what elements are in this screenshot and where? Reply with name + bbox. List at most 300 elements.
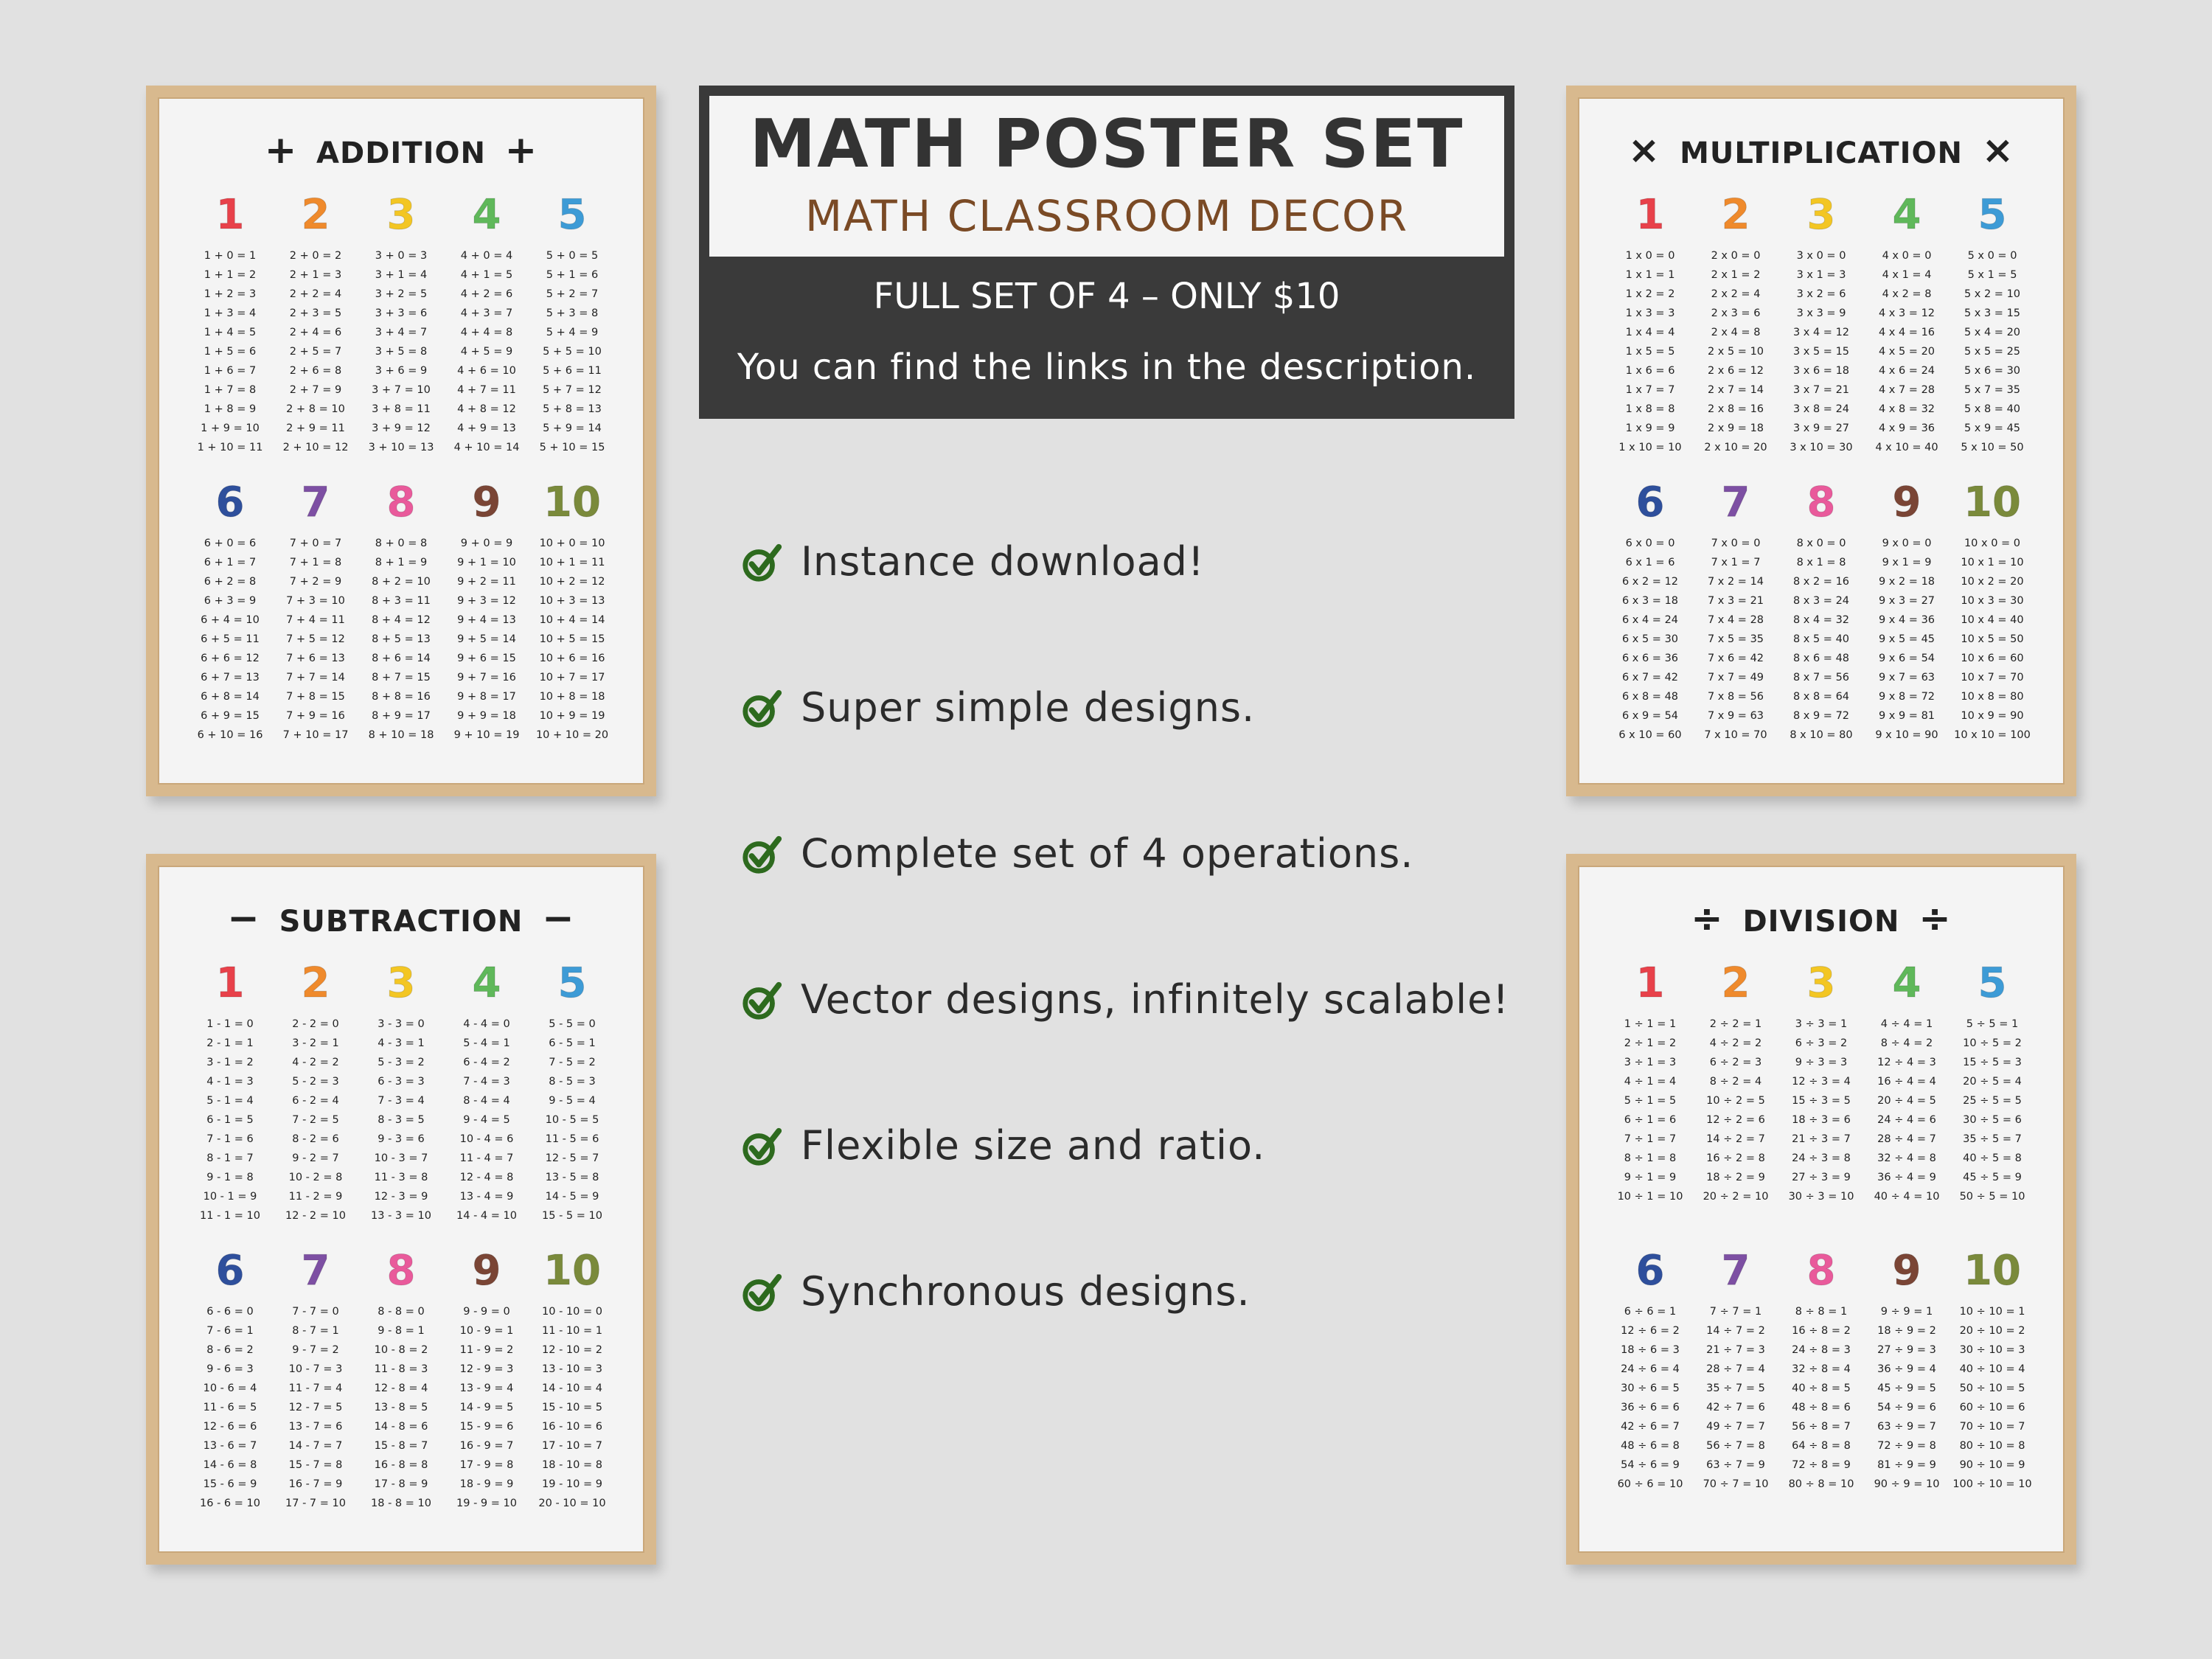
- fact-column: [531, 1249, 613, 1513]
- math-fact: 2 + 3 = 5: [289, 307, 342, 319]
- math-fact: 8 - 5 = 3: [549, 1076, 596, 1088]
- math-fact: 4 + 8 = 12: [457, 403, 516, 415]
- math-fact: 35 ÷ 7 = 5: [1706, 1382, 1765, 1394]
- math-fact: 4 x 1 = 4: [1882, 269, 1932, 281]
- math-fact: 16 - 10 = 6: [542, 1421, 602, 1433]
- feature-label: Vector designs, infinitely scalable!: [801, 976, 1509, 1023]
- math-fact: 7 x 7 = 49: [1707, 672, 1764, 684]
- math-fact: 5 x 10 = 50: [1961, 442, 2024, 453]
- math-fact: 6 x 2 = 12: [1621, 576, 1679, 588]
- math-fact: 2 + 7 = 9: [289, 384, 342, 396]
- math-fact: 8 + 5 = 13: [372, 633, 431, 645]
- math-fact: 10 x 0 = 0: [1964, 538, 2021, 549]
- math-fact: 8 - 7 = 1: [292, 1325, 339, 1337]
- math-fact: 11 - 6 = 5: [203, 1402, 257, 1413]
- math-fact: 10 x 10 = 100: [1954, 729, 2031, 741]
- math-fact: 14 - 9 = 5: [459, 1402, 514, 1413]
- fact-list: [445, 246, 528, 457]
- banner-title: MATH POSTER SET: [749, 105, 1464, 183]
- math-fact: 90 ÷ 10 = 9: [1959, 1459, 2025, 1471]
- fact-list: [189, 534, 271, 745]
- math-fact: 80 ÷ 10 = 8: [1959, 1440, 2025, 1452]
- math-fact: 5 - 4 = 1: [463, 1037, 510, 1049]
- number-row: [189, 481, 613, 745]
- banner-title-panel: [709, 96, 1504, 257]
- math-fact: 8 + 6 = 14: [372, 653, 431, 664]
- math-fact: 1 + 2 = 3: [204, 288, 257, 300]
- math-fact: 5 + 4 = 9: [546, 327, 599, 338]
- math-fact: 2 x 1 = 2: [1711, 269, 1761, 281]
- math-fact: 4 + 5 = 9: [460, 346, 513, 358]
- math-fact: 6 + 5 = 11: [201, 633, 260, 645]
- math-fact: 10 - 3 = 7: [374, 1152, 428, 1164]
- math-fact: 6 ÷ 3 = 2: [1795, 1037, 1848, 1049]
- math-fact: 9 + 10 = 19: [453, 729, 520, 741]
- math-fact: 10 ÷ 5 = 2: [1963, 1037, 2022, 1049]
- math-fact: 6 - 2 = 4: [292, 1095, 339, 1107]
- fact-column: [274, 481, 357, 745]
- math-fact: 6 + 7 = 13: [201, 672, 260, 684]
- math-fact: 9 + 6 = 15: [457, 653, 516, 664]
- math-fact: 9 x 9 = 81: [1878, 710, 1935, 722]
- math-fact: 9 x 4 = 36: [1878, 614, 1935, 626]
- math-fact: 7 x 4 = 28: [1707, 614, 1764, 626]
- math-fact: 3 x 6 = 18: [1792, 365, 1850, 377]
- math-fact: 9 - 2 = 7: [292, 1152, 339, 1164]
- math-fact: 1 x 0 = 0: [1625, 250, 1675, 262]
- math-fact: 48 ÷ 8 = 6: [1792, 1402, 1851, 1413]
- math-fact: 12 - 6 = 6: [203, 1421, 257, 1433]
- math-fact: 2 + 1 = 3: [289, 269, 342, 281]
- math-fact: 1 + 3 = 4: [204, 307, 257, 319]
- big-number: 5: [557, 191, 587, 239]
- fact-list: [274, 1015, 357, 1225]
- math-fact: 8 x 6 = 48: [1792, 653, 1850, 664]
- math-fact: 48 ÷ 6 = 8: [1621, 1440, 1680, 1452]
- math-fact: 11 - 10 = 1: [542, 1325, 602, 1337]
- math-fact: 11 - 4 = 7: [459, 1152, 514, 1164]
- big-number: 9: [472, 479, 501, 526]
- math-fact: 20 ÷ 5 = 4: [1963, 1076, 2022, 1088]
- operation-symbol-icon: ×: [1981, 128, 2015, 173]
- fact-list: [274, 246, 357, 457]
- fact-list: [1609, 1015, 1691, 1206]
- math-fact: 6 x 1 = 6: [1625, 557, 1675, 568]
- fact-column: [1609, 961, 1691, 1206]
- math-fact: 9 - 4 = 5: [463, 1114, 510, 1126]
- math-fact: 9 + 8 = 17: [457, 691, 516, 703]
- math-fact: 10 - 9 = 1: [459, 1325, 514, 1337]
- poster-multiplication: [1566, 86, 2076, 796]
- math-fact: 9 + 9 = 18: [457, 710, 516, 722]
- math-fact: 3 ÷ 1 = 3: [1624, 1057, 1677, 1068]
- math-fact: 5 x 9 = 45: [1964, 422, 2021, 434]
- math-fact: 45 ÷ 9 = 5: [1877, 1382, 1936, 1394]
- math-fact: 72 ÷ 8 = 9: [1792, 1459, 1851, 1471]
- fact-list: [1780, 246, 1863, 457]
- big-number: 3: [386, 959, 416, 1007]
- math-fact: 7 x 9 = 63: [1707, 710, 1764, 722]
- math-fact: 5 - 1 = 4: [206, 1095, 254, 1107]
- math-fact: 9 + 4 = 13: [457, 614, 516, 626]
- math-fact: 7 - 1 = 6: [206, 1133, 254, 1145]
- feature-item: [740, 1122, 1509, 1268]
- math-fact: 60 ÷ 6 = 10: [1617, 1478, 1683, 1490]
- math-fact: 8 + 1 = 9: [375, 557, 428, 568]
- math-fact: 9 x 10 = 90: [1875, 729, 1938, 741]
- math-fact: 10 + 1 = 11: [539, 557, 605, 568]
- feature-label: Flexible size and ratio.: [801, 1122, 1266, 1169]
- math-fact: 45 ÷ 5 = 9: [1963, 1172, 2022, 1183]
- big-number: 6: [215, 479, 245, 526]
- math-fact: 12 - 3 = 9: [374, 1191, 428, 1203]
- math-fact: 3 + 0 = 3: [375, 250, 428, 262]
- math-fact: 28 ÷ 4 = 7: [1877, 1133, 1936, 1145]
- big-number: 10: [543, 479, 601, 526]
- math-fact: 63 ÷ 7 = 9: [1706, 1459, 1765, 1471]
- math-fact: 10 + 10 = 20: [535, 729, 609, 741]
- math-fact: 4 + 1 = 5: [460, 269, 513, 281]
- math-fact: 24 ÷ 8 = 3: [1792, 1344, 1851, 1356]
- math-fact: 4 + 9 = 13: [457, 422, 516, 434]
- math-fact: 90 ÷ 9 = 10: [1874, 1478, 1940, 1490]
- math-fact: 5 ÷ 1 = 5: [1624, 1095, 1677, 1107]
- math-fact: 15 - 9 = 6: [459, 1421, 514, 1433]
- fact-list: [189, 246, 271, 457]
- title-banner: [699, 86, 1514, 419]
- math-fact: 10 x 4 = 40: [1961, 614, 2024, 626]
- math-fact: 2 + 9 = 11: [286, 422, 345, 434]
- fact-column: [1609, 193, 1691, 457]
- math-fact: 3 - 1 = 2: [206, 1057, 254, 1068]
- math-fact: 13 - 7 = 6: [288, 1421, 343, 1433]
- math-fact: 5 - 5 = 0: [549, 1018, 596, 1030]
- poster-title: [158, 128, 644, 173]
- math-fact: 3 x 1 = 3: [1796, 269, 1846, 281]
- math-fact: 4 + 0 = 4: [460, 250, 513, 262]
- math-fact: 72 ÷ 9 = 8: [1877, 1440, 1936, 1452]
- feature-list: [740, 538, 1509, 1414]
- math-fact: 30 ÷ 10 = 3: [1959, 1344, 2025, 1356]
- math-fact: 6 + 1 = 7: [204, 557, 257, 568]
- math-fact: 3 x 5 = 15: [1792, 346, 1850, 358]
- math-fact: 100 ÷ 10 = 10: [1952, 1478, 2032, 1490]
- math-fact: 6 x 4 = 24: [1621, 614, 1679, 626]
- math-fact: 8 ÷ 1 = 8: [1624, 1152, 1677, 1164]
- poster-title-text: MULTIPLICATION: [1680, 136, 1963, 170]
- math-fact: 1 + 1 = 2: [204, 269, 257, 281]
- math-fact: 5 x 5 = 25: [1964, 346, 2021, 358]
- math-fact: 14 - 10 = 4: [542, 1382, 602, 1394]
- math-fact: 21 ÷ 7 = 3: [1706, 1344, 1765, 1356]
- fact-list: [1951, 246, 2034, 457]
- operation-symbol-icon: +: [504, 128, 538, 173]
- math-fact: 8 x 0 = 0: [1796, 538, 1846, 549]
- fact-list: [274, 1302, 357, 1513]
- big-number: 7: [1721, 1247, 1750, 1295]
- math-fact: 8 + 4 = 12: [372, 614, 431, 626]
- fact-list: [1694, 1302, 1777, 1494]
- math-fact: 9 - 7 = 2: [292, 1344, 339, 1356]
- math-fact: 10 ÷ 10 = 1: [1959, 1306, 2025, 1318]
- math-fact: 4 + 4 = 8: [460, 327, 513, 338]
- math-fact: 17 - 8 = 9: [374, 1478, 428, 1490]
- fact-list: [1780, 1015, 1863, 1206]
- math-fact: 9 ÷ 1 = 9: [1624, 1172, 1677, 1183]
- math-fact: 4 x 2 = 8: [1882, 288, 1932, 300]
- math-fact: 4 x 5 = 20: [1878, 346, 1935, 358]
- math-fact: 17 - 10 = 7: [542, 1440, 602, 1452]
- math-fact: 80 ÷ 8 = 10: [1788, 1478, 1854, 1490]
- math-fact: 10 - 5 = 5: [545, 1114, 599, 1126]
- poster-title-text: DIVISION: [1742, 905, 1900, 939]
- math-fact: 3 + 8 = 11: [372, 403, 431, 415]
- math-fact: 7 x 10 = 70: [1704, 729, 1767, 741]
- math-fact: 8 + 10 = 18: [368, 729, 434, 741]
- feature-item: [740, 976, 1509, 1122]
- math-fact: 10 + 2 = 12: [539, 576, 605, 588]
- math-fact: 10 - 8 = 2: [374, 1344, 428, 1356]
- math-fact: 7 x 3 = 21: [1707, 595, 1764, 607]
- math-fact: 3 x 3 = 9: [1796, 307, 1846, 319]
- math-fact: 12 - 7 = 5: [288, 1402, 343, 1413]
- math-fact: 7 + 9 = 16: [286, 710, 345, 722]
- fact-column: [1780, 481, 1863, 745]
- math-fact: 2 + 6 = 8: [289, 365, 342, 377]
- math-fact: 12 - 4 = 8: [459, 1172, 514, 1183]
- math-fact: 18 - 9 = 9: [459, 1478, 514, 1490]
- math-fact: 10 x 2 = 20: [1961, 576, 2024, 588]
- math-fact: 2 x 5 = 10: [1707, 346, 1764, 358]
- math-fact: 56 ÷ 8 = 7: [1792, 1421, 1851, 1433]
- math-fact: 36 ÷ 4 = 9: [1877, 1172, 1936, 1183]
- math-fact: 12 ÷ 2 = 6: [1706, 1114, 1765, 1126]
- fact-list: [1694, 534, 1777, 745]
- math-fact: 9 x 0 = 0: [1882, 538, 1932, 549]
- number-row: [189, 961, 613, 1225]
- math-fact: 3 + 4 = 7: [375, 327, 428, 338]
- math-fact: 9 ÷ 3 = 3: [1795, 1057, 1848, 1068]
- math-fact: 8 + 0 = 8: [375, 538, 428, 549]
- math-fact: 10 x 8 = 80: [1961, 691, 2024, 703]
- math-fact: 6 - 5 = 1: [549, 1037, 596, 1049]
- big-number: 10: [1964, 479, 2021, 526]
- math-fact: 20 - 10 = 10: [538, 1498, 606, 1509]
- banner-subtitle: MATH CLASSROOM DECOR: [805, 191, 1408, 241]
- math-fact: 3 x 9 = 27: [1792, 422, 1850, 434]
- math-fact: 4 x 8 = 32: [1878, 403, 1935, 415]
- fact-list: [531, 1015, 613, 1225]
- math-fact: 15 ÷ 5 = 3: [1963, 1057, 2022, 1068]
- math-fact: 9 - 5 = 4: [549, 1095, 596, 1107]
- math-fact: 12 - 8 = 4: [374, 1382, 428, 1394]
- math-fact: 9 - 8 = 1: [378, 1325, 425, 1337]
- math-fact: 2 x 9 = 18: [1707, 422, 1764, 434]
- math-fact: 13 - 8 = 5: [374, 1402, 428, 1413]
- operation-symbol-icon: ×: [1627, 128, 1661, 173]
- math-fact: 7 x 8 = 56: [1707, 691, 1764, 703]
- math-fact: 20 ÷ 4 = 5: [1877, 1095, 1936, 1107]
- math-fact: 4 ÷ 4 = 1: [1880, 1018, 1933, 1030]
- math-fact: 12 - 2 = 10: [285, 1210, 346, 1222]
- math-fact: 16 ÷ 2 = 8: [1706, 1152, 1765, 1164]
- math-fact: 16 ÷ 8 = 2: [1792, 1325, 1851, 1337]
- fact-column: [445, 481, 528, 745]
- math-fact: 2 x 8 = 16: [1707, 403, 1764, 415]
- math-fact: 16 - 6 = 10: [200, 1498, 260, 1509]
- feature-label: Complete set of 4 operations.: [801, 830, 1414, 877]
- math-fact: 5 x 1 = 5: [1967, 269, 2017, 281]
- math-fact: 9 x 3 = 27: [1878, 595, 1935, 607]
- math-fact: 6 + 3 = 9: [204, 595, 257, 607]
- math-fact: 5 + 10 = 15: [539, 442, 605, 453]
- math-fact: 3 + 3 = 6: [375, 307, 428, 319]
- math-fact: 27 ÷ 3 = 9: [1792, 1172, 1851, 1183]
- math-fact: 2 - 2 = 0: [292, 1018, 339, 1030]
- poster-division: [1566, 854, 2076, 1565]
- big-number: 6: [1635, 1247, 1665, 1295]
- math-fact: 5 + 9 = 14: [543, 422, 602, 434]
- fact-column: [1694, 961, 1777, 1206]
- math-fact: 1 + 10 = 11: [197, 442, 263, 453]
- math-fact: 11 - 7 = 4: [288, 1382, 343, 1394]
- math-fact: 40 ÷ 8 = 5: [1792, 1382, 1851, 1394]
- big-number: 8: [1806, 479, 1836, 526]
- math-fact: 8 x 3 = 24: [1792, 595, 1850, 607]
- math-fact: 2 x 7 = 14: [1707, 384, 1764, 396]
- big-number: 1: [215, 959, 245, 1007]
- check-icon: [740, 979, 783, 1022]
- math-fact: 8 - 1 = 7: [206, 1152, 254, 1164]
- big-number: 2: [1721, 959, 1750, 1007]
- math-fact: 13 - 5 = 8: [545, 1172, 599, 1183]
- math-fact: 56 ÷ 7 = 8: [1706, 1440, 1765, 1452]
- math-fact: 5 + 1 = 6: [546, 269, 599, 281]
- math-fact: 5 x 7 = 35: [1964, 384, 2021, 396]
- fact-list: [1865, 1302, 1948, 1494]
- math-fact: 63 ÷ 9 = 7: [1877, 1421, 1936, 1433]
- number-row: [1609, 193, 2034, 457]
- math-fact: 8 x 8 = 64: [1792, 691, 1850, 703]
- math-fact: 10 x 5 = 50: [1961, 633, 2024, 645]
- math-fact: 6 + 8 = 14: [201, 691, 260, 703]
- fact-list: [531, 1302, 613, 1513]
- math-fact: 14 - 5 = 9: [545, 1191, 599, 1203]
- math-fact: 4 x 7 = 28: [1878, 384, 1935, 396]
- math-fact: 5 - 2 = 3: [292, 1076, 339, 1088]
- math-fact: 1 ÷ 1 = 1: [1624, 1018, 1677, 1030]
- big-number: 8: [1806, 1247, 1836, 1295]
- fact-column: [1865, 961, 1948, 1206]
- math-fact: 1 x 2 = 2: [1625, 288, 1675, 300]
- check-icon: [740, 541, 783, 584]
- math-fact: 1 + 9 = 10: [201, 422, 260, 434]
- math-fact: 1 + 0 = 1: [204, 250, 257, 262]
- math-fact: 14 - 7 = 7: [288, 1440, 343, 1452]
- feature-item: [740, 684, 1509, 830]
- fact-column: [274, 193, 357, 457]
- fact-column: [360, 193, 442, 457]
- math-fact: 5 + 6 = 11: [543, 365, 602, 377]
- math-fact: 5 - 3 = 2: [378, 1057, 425, 1068]
- math-fact: 24 ÷ 3 = 8: [1792, 1152, 1851, 1164]
- math-fact: 3 x 8 = 24: [1792, 403, 1850, 415]
- math-fact: 40 ÷ 10 = 4: [1959, 1363, 2025, 1375]
- math-fact: 7 + 7 = 14: [286, 672, 345, 684]
- math-fact: 25 ÷ 5 = 5: [1963, 1095, 2022, 1107]
- math-fact: 10 + 9 = 19: [539, 710, 605, 722]
- math-fact: 11 - 9 = 2: [459, 1344, 514, 1356]
- big-number: 2: [1721, 191, 1750, 239]
- math-fact: 1 x 10 = 10: [1618, 442, 1682, 453]
- math-fact: 4 x 9 = 36: [1878, 422, 1935, 434]
- fact-list: [1609, 534, 1691, 745]
- math-fact: 18 - 8 = 10: [371, 1498, 431, 1509]
- math-fact: 4 + 7 = 11: [457, 384, 516, 396]
- math-fact: 3 + 1 = 4: [375, 269, 428, 281]
- math-fact: 4 x 0 = 0: [1882, 250, 1932, 262]
- math-fact: 4 ÷ 1 = 4: [1624, 1076, 1677, 1088]
- fact-list: [1609, 1302, 1691, 1494]
- math-fact: 9 x 1 = 9: [1882, 557, 1932, 568]
- math-fact: 8 - 8 = 0: [378, 1306, 425, 1318]
- math-fact: 6 ÷ 1 = 6: [1624, 1114, 1677, 1126]
- math-fact: 7 - 2 = 5: [292, 1114, 339, 1126]
- math-fact: 6 x 3 = 18: [1621, 595, 1679, 607]
- math-fact: 12 ÷ 4 = 3: [1877, 1057, 1936, 1068]
- math-fact: 8 x 1 = 8: [1796, 557, 1846, 568]
- big-number: 3: [1806, 959, 1836, 1007]
- math-fact: 10 - 7 = 3: [288, 1363, 343, 1375]
- operation-symbol-icon: −: [227, 897, 260, 941]
- math-fact: 9 x 7 = 63: [1878, 672, 1935, 684]
- math-fact: 14 ÷ 7 = 2: [1706, 1325, 1765, 1337]
- fact-column: [360, 961, 442, 1225]
- poster-title-text: SUBTRACTION: [279, 905, 524, 939]
- feature-item: [740, 1268, 1509, 1414]
- math-fact: 12 - 5 = 7: [545, 1152, 599, 1164]
- math-fact: 9 + 2 = 11: [457, 576, 516, 588]
- math-fact: 54 ÷ 9 = 6: [1877, 1402, 1936, 1413]
- math-fact: 4 + 10 = 14: [453, 442, 520, 453]
- math-fact: 7 x 5 = 35: [1707, 633, 1764, 645]
- math-fact: 6 ÷ 6 = 1: [1624, 1306, 1677, 1318]
- math-fact: 8 + 2 = 10: [372, 576, 431, 588]
- math-fact: 12 - 9 = 3: [459, 1363, 514, 1375]
- fact-list: [1951, 1302, 2034, 1494]
- math-fact: 4 + 2 = 6: [460, 288, 513, 300]
- math-fact: 15 - 8 = 7: [374, 1440, 428, 1452]
- math-fact: 2 ÷ 2 = 1: [1709, 1018, 1762, 1030]
- math-fact: 7 ÷ 7 = 1: [1709, 1306, 1762, 1318]
- math-fact: 54 ÷ 6 = 9: [1621, 1459, 1680, 1471]
- big-number: 10: [543, 1247, 601, 1295]
- number-row: [1609, 961, 2034, 1206]
- math-fact: 19 - 9 = 10: [456, 1498, 517, 1509]
- math-fact: 5 + 0 = 5: [546, 250, 599, 262]
- math-fact: 4 - 3 = 1: [378, 1037, 425, 1049]
- math-fact: 8 x 7 = 56: [1792, 672, 1850, 684]
- math-fact: 4 x 4 = 16: [1878, 327, 1935, 338]
- math-fact: 7 x 0 = 0: [1711, 538, 1761, 549]
- fact-column: [1609, 1249, 1691, 1494]
- fact-list: [531, 246, 613, 457]
- fact-column: [189, 961, 271, 1225]
- fact-column: [445, 1249, 528, 1513]
- math-fact: 6 x 9 = 54: [1621, 710, 1679, 722]
- fact-column: [1865, 1249, 1948, 1494]
- math-fact: 1 + 5 = 6: [204, 346, 257, 358]
